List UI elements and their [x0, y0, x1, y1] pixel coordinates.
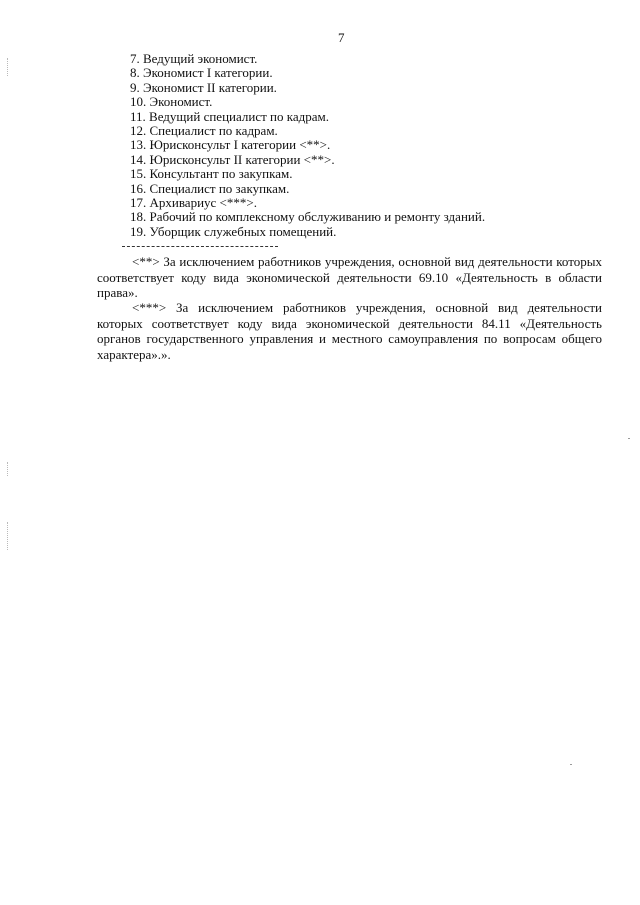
list-item: 14. Юрисконсульт II категории <**>. [130, 151, 335, 167]
list-item: 10. Экономист. [130, 94, 213, 110]
scan-speck [628, 438, 630, 439]
scan-artifact [7, 522, 9, 550]
list-item: 11. Ведущий специалист по кадрам. [130, 108, 329, 124]
page-number: 7 [338, 30, 345, 45]
list-item: 19. Уборщик служебных помещений. [130, 223, 337, 239]
list-item: 7. Ведущий экономист. [130, 51, 258, 66]
position-list [130, 52, 485, 239]
list-item: 17. Архивариус <***>. [130, 195, 257, 211]
footnote-archivist: <***> За исключением работников учреждения, основной вид деятельности которых соответствует коду вида экономической деятельности 84.11 «Деятельность органов государственного управления и местного самоуправления по вопросам общего характера».». [97, 300, 602, 362]
list-item: 18. Рабочий по комплексному обслуживанию и ремонту зданий. [130, 209, 486, 225]
list-item: 13. Юрисконсульт I категории <**>. [130, 137, 331, 153]
list-item: 16. Специалист по закупкам. [130, 180, 290, 196]
footnote-legal: <**> За исключением работников учреждения, основной вид деятельности которых соответствует коду вида экономической деятельности 69.10 «Деятельность в области права». [97, 254, 602, 300]
scan-artifact [7, 462, 9, 476]
list-item: 9. Экономист II категории. [130, 79, 277, 95]
list-item: 8. Экономист I категории. [130, 65, 273, 81]
footnote-divider [122, 246, 278, 247]
scan-speck [570, 764, 572, 765]
list-item: 15. Консультант по закупкам. [130, 166, 293, 182]
list-item: 12. Специалист по кадрам. [130, 123, 278, 139]
scan-artifact [7, 58, 9, 76]
